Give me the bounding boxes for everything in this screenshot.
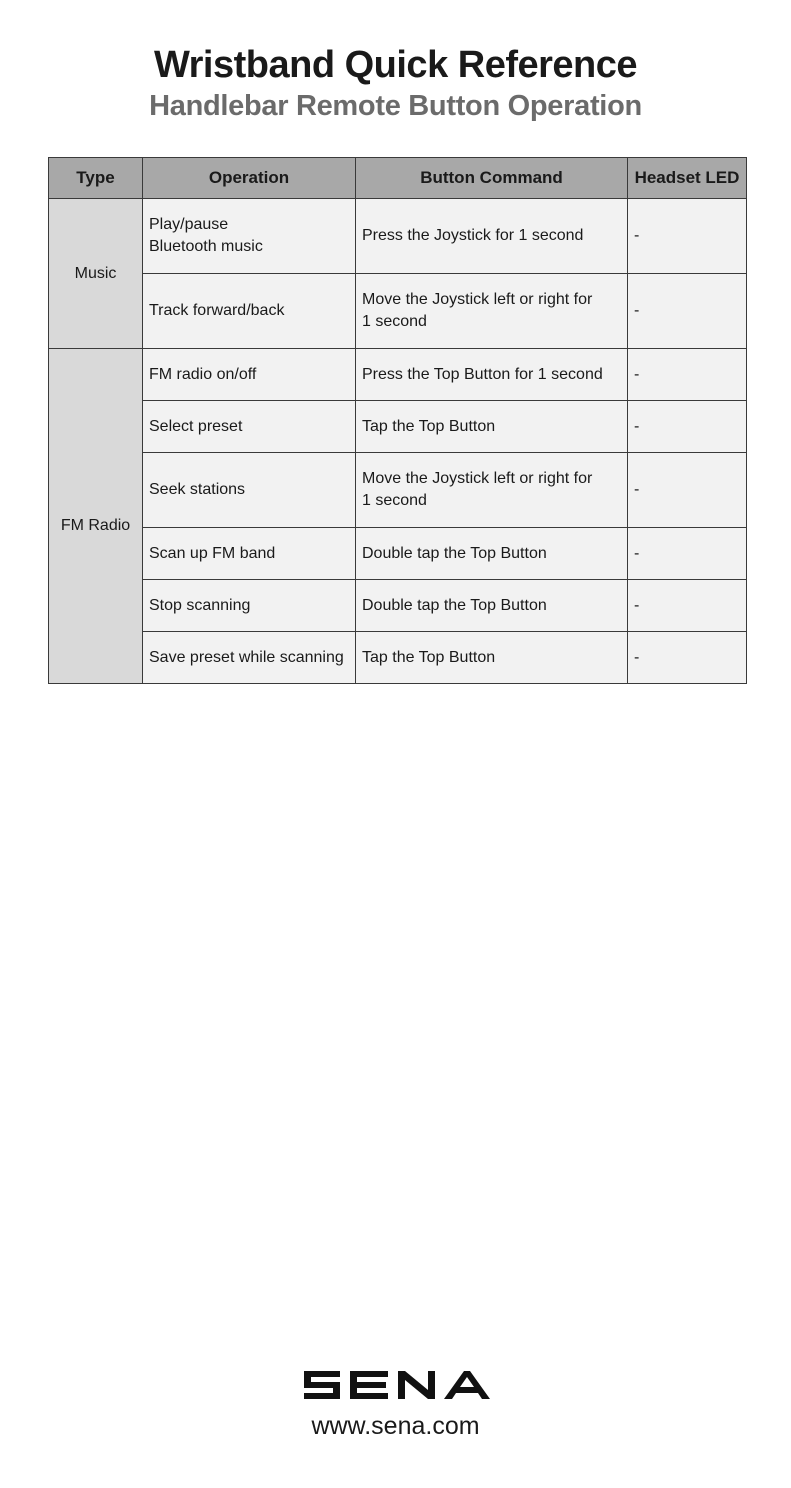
sena-logo-icon [302,1366,490,1404]
led-cell: - [628,580,747,632]
button-operation-table [48,157,747,684]
operation-line: Track forward/back [149,302,285,319]
operation-cell [143,632,356,684]
website-url: www.sena.com [311,1412,480,1440]
table-row [49,274,747,349]
operation-line: Save preset while scanning [149,648,344,666]
column-header-operation: Operation [143,158,356,199]
table-row [49,453,747,528]
led-cell: - [628,453,747,528]
type-cell-fm-radio: FM Radio [49,349,143,684]
led-cell: - [628,528,747,580]
command-cell [356,401,628,453]
command-cell [356,199,628,274]
operation-cell [143,199,356,274]
table-header-row [49,158,747,199]
table-row [49,401,747,453]
table-row [49,632,747,684]
operation-line: FM radio on/off [149,365,257,383]
led-cell: - [628,274,747,349]
led-cell: - [628,632,747,684]
operation-line: Select preset [149,417,243,435]
command-line: Press the Joystick for 1 second [362,227,584,244]
column-header-button-command: Button Command [356,158,628,199]
command-cell [356,453,628,528]
operation-cell [143,580,356,632]
command-line: Double tap the Top Button [362,596,547,614]
page-subtitle: Handlebar Remote Button Operation [149,90,642,122]
column-header-type: Type [49,158,143,199]
operation-line: Bluetooth music [149,238,263,255]
operation-line: Scan up FM band [149,544,276,562]
command-line: Tap the Top Button [362,417,496,435]
brand-logo [0,1366,791,1409]
command-cell [356,528,628,580]
operation-cell [143,528,356,580]
operation-line: Stop scanning [149,596,251,614]
type-cell-music: Music [49,199,143,349]
command-line: Tap the Top Button [362,648,496,666]
column-header-headset-led: Headset LED [628,158,747,199]
command-line: 1 second [362,492,427,509]
operation-cell [143,401,356,453]
led-cell: - [628,401,747,453]
operation-cell [143,453,356,528]
table-row [49,349,747,401]
page-title: Wristband Quick Reference [153,44,638,86]
table-row [49,580,747,632]
command-cell [356,274,628,349]
command-cell [356,632,628,684]
operation-cell [143,274,356,349]
command-line: Double tap the Top Button [362,544,547,562]
operation-cell [143,349,356,401]
command-cell [356,580,628,632]
command-line: Move the Joystick left or right for [362,470,593,487]
command-line: 1 second [362,313,427,330]
table-row [49,528,747,580]
command-line: Move the Joystick left or right for [362,291,593,308]
led-cell: - [628,199,747,274]
command-line: Press the Top Button for 1 second [362,365,603,383]
table-row [49,199,747,274]
command-cell [356,349,628,401]
operation-line: Play/pause [149,216,229,233]
led-cell: - [628,349,747,401]
operation-line: Seek stations [149,481,246,498]
